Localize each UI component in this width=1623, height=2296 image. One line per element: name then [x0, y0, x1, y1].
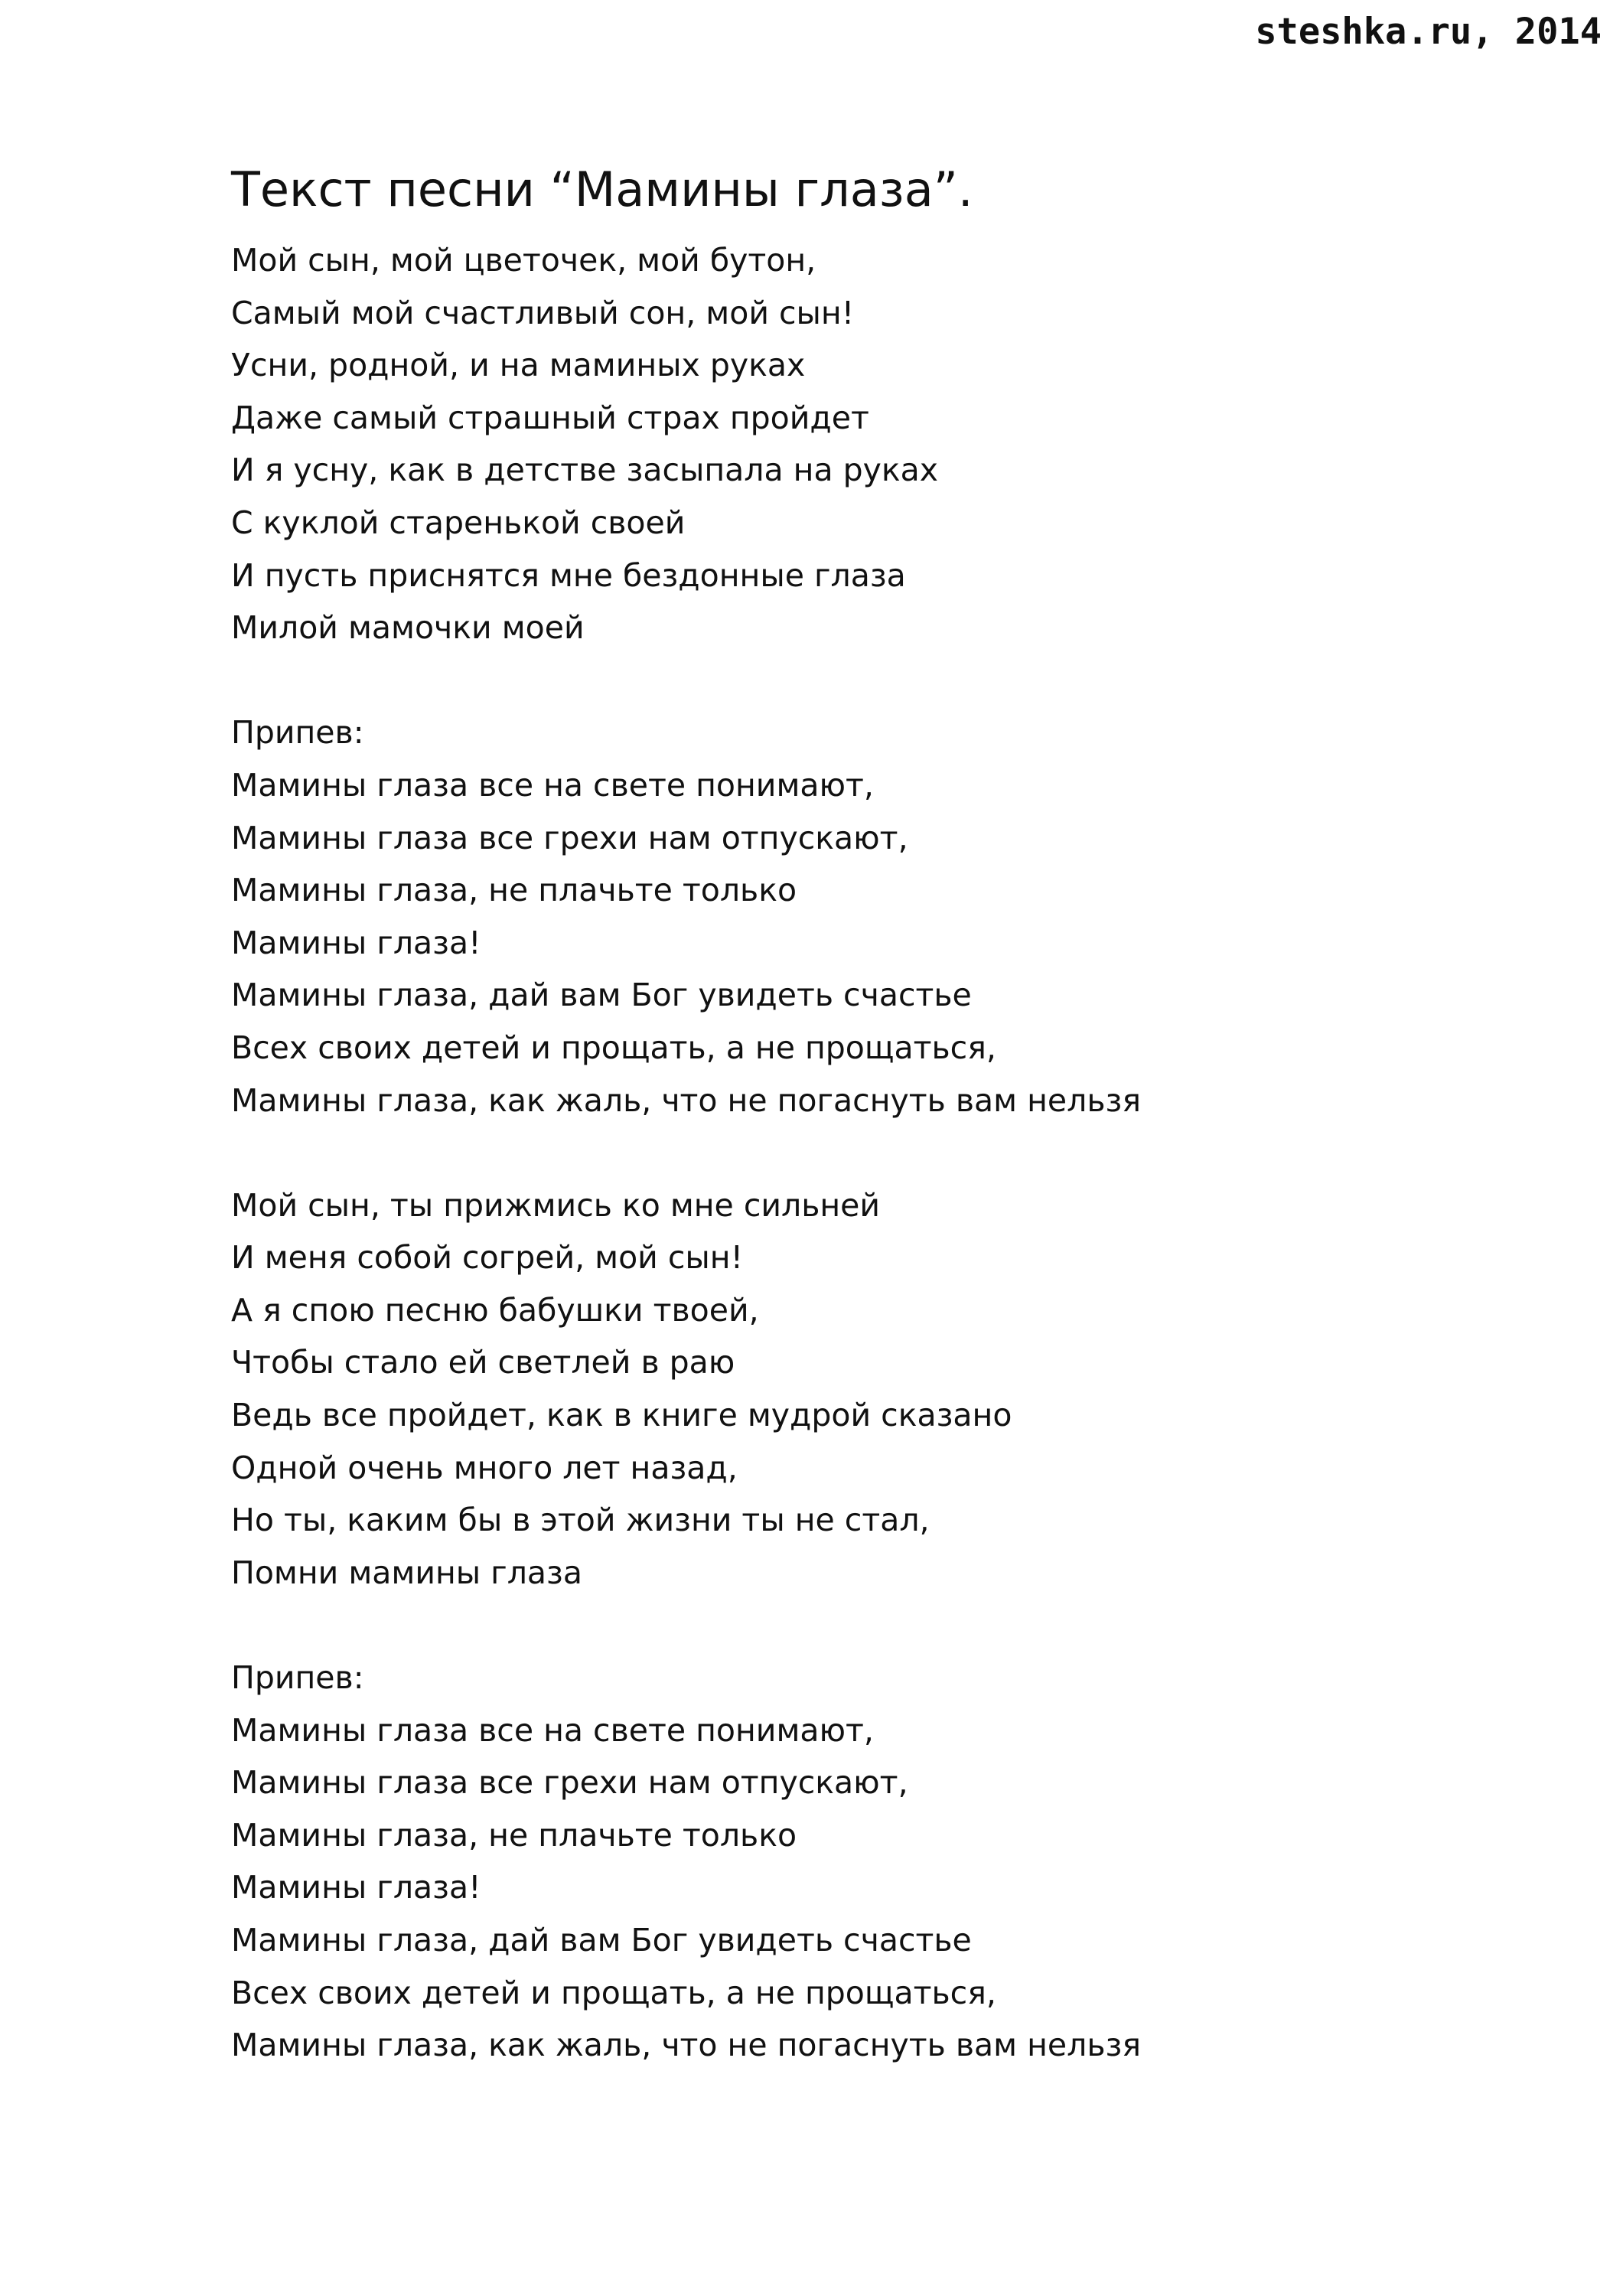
- lyric-line: Но ты, каким бы в этой жизни ты не стал,: [231, 1502, 930, 1539]
- lyric-line: Помни мамины глаза: [231, 1554, 582, 1591]
- lyric-line: Мамины глаза, как жаль, что не погаснуть вам нельзя: [231, 1081, 1141, 1119]
- lyric-line: Даже самый страшный страх пройдет: [231, 399, 869, 436]
- verse-2: [231, 1179, 1532, 1600]
- lyric-line: Всех своих детей и прощать, а не прощаться,: [231, 1029, 996, 1066]
- lyric-line: Ведь все пройдет, как в книге мудрой сказано: [231, 1397, 1012, 1434]
- lyric-line: Мамины глаза все грехи нам отпускают,: [231, 1764, 908, 1802]
- lyric-line: Мамины глаза все грехи нам отпускают,: [231, 819, 908, 856]
- lyric-line: И меня собой согрей, мой сын!: [231, 1239, 744, 1277]
- lyric-line: Усни, родной, и на маминых руках: [231, 347, 806, 384]
- lyric-line: Милой мамочки моей: [231, 609, 585, 647]
- chorus-label: Припев:: [231, 714, 364, 752]
- document-title: Текст песни “Мамины глаза”.: [231, 161, 973, 217]
- stanza-gap: [231, 654, 1532, 707]
- lyric-line: Всех своих детей и прощать, а не прощаться,: [231, 1974, 996, 2011]
- lyric-line: Мой сын, мой цветочек, мой бутон,: [231, 242, 816, 279]
- lyric-line: Мамины глаза все на свете понимают,: [231, 1711, 874, 1749]
- lyrics-document: [231, 153, 1532, 2072]
- lyric-line: Мамины глаза, не плачьте только: [231, 1816, 797, 1854]
- stanza-gap: [231, 1127, 1532, 1179]
- lyric-line: Мамины глаза!: [231, 924, 481, 961]
- lyric-line: И я усну, как в детстве засыпала на руках: [231, 452, 939, 489]
- lyric-line: А я спою песню бабушки твоей,: [231, 1291, 759, 1329]
- lyric-line: Мамины глаза!: [231, 1869, 481, 1906]
- lyric-line: Мамины глаза все на свете понимают,: [231, 766, 874, 804]
- lyric-line: Одной очень много лет назад,: [231, 1449, 738, 1486]
- chorus-2: [231, 1652, 1532, 2072]
- chorus-1: [231, 706, 1532, 1127]
- stanza-gap: [231, 1599, 1532, 1652]
- lyric-line: Мой сын, ты прижмись ко мне сильней: [231, 1186, 881, 1224]
- lyric-line: Мамины глаза, дай вам Бог увидеть счастье: [231, 1922, 972, 1958]
- lyric-line: Мамины глаза, как жаль, что не погаснуть вам нельзя: [231, 2027, 1141, 2064]
- lyric-line: С куклой старенькой своей: [231, 504, 686, 541]
- lyric-line: Самый мой счастливый сон, мой сын!: [231, 294, 855, 331]
- chorus-label: Припев:: [231, 1659, 364, 1697]
- lyric-line: Мамины глаза, дай вам Бог увидеть счастье: [231, 977, 972, 1014]
- lyric-line: И пусть приснятся мне бездонные глаза: [231, 556, 906, 594]
- verse-1: [231, 234, 1532, 654]
- lyric-line: Чтобы стало ей светлей в раю: [231, 1344, 735, 1381]
- lyric-line: Мамины глаза, не плачьте только: [231, 872, 797, 909]
- site-watermark: steshka.ru, 2014: [1255, 11, 1602, 53]
